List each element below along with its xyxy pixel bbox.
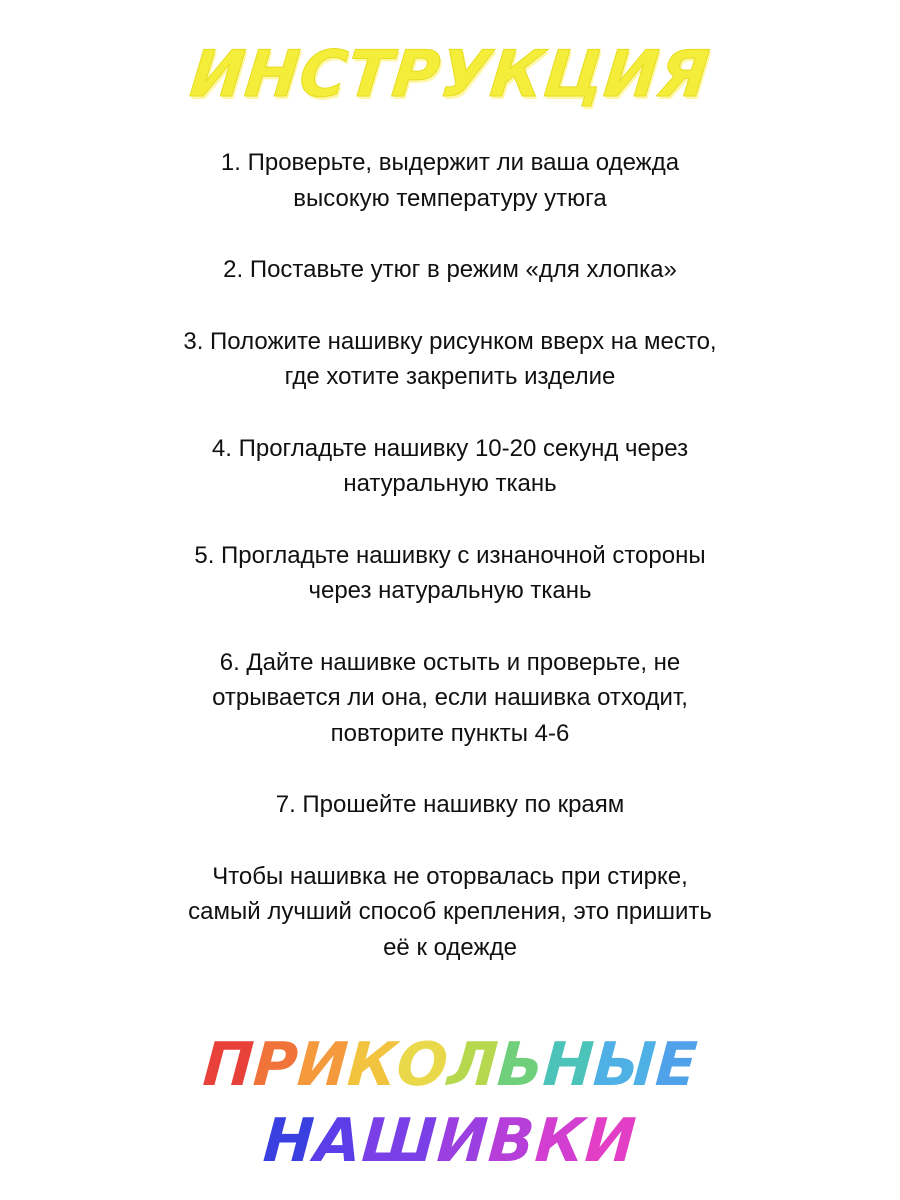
step-line: повторите пункты 4-6 [330,719,570,747]
step-1 [110,145,790,216]
brand-letter: П [200,1030,256,1100]
brand-letter: И [582,1106,639,1176]
brand-logo-line2 [0,1106,900,1176]
brand-letter: И [434,1106,491,1176]
note-line: самый лучший способ крепления, это пришить [188,898,712,925]
brand-letter: К [345,1030,400,1100]
brand-letter: Е [653,1030,700,1100]
step-line: 7. Прошейте нашивку по краям [275,791,625,818]
brand-letter: О [394,1030,451,1100]
brand-letter: Р [251,1030,300,1100]
step-line: высокую температуру утюга [293,184,607,212]
step-line: 4. Прогладьте нашивку 10-20 секунд через [211,434,689,462]
step-line: 1. Проверьте, выдержит ли ваша одежда [220,149,680,176]
brand-letter: И [295,1030,351,1100]
step-5 [110,538,790,609]
brand-letter: Ы [591,1030,659,1100]
brand-letter: Л [445,1030,501,1100]
step-6 [110,645,790,752]
brand-letter: К [532,1106,588,1176]
step-line: натуральную ткань [343,470,557,497]
note-line: её к одежде [383,933,517,961]
brand-letter: Ь [495,1030,546,1100]
step-7 [110,787,790,823]
step-line: где хотите закрепить изделие [284,363,616,390]
step-4 [110,431,790,502]
page-title: ИНСТРУКЦИЯ [186,38,714,112]
step-line: 2. Поставьте утюг в режим «для хлопка» [223,256,677,283]
instruction-list [110,145,790,1001]
step-line: 6. Дайте нашивке остыть и проверьте, не [219,648,681,676]
step-line: отрывается ли она, если нашивка отходит, [212,684,688,711]
brand-letter: Н [261,1106,318,1176]
brand-letter: А [312,1106,365,1176]
care-note [110,859,790,966]
step-3 [110,324,790,395]
step-2 [110,252,790,288]
step-line: 3. Положите нашивку рисунком вверх на место, [183,327,717,355]
brand-letter: Н [540,1030,596,1100]
brand-logo-line1 [0,1030,900,1100]
note-line: Чтобы нашивка не оторвалась при стирке, [212,862,688,890]
brand-letter: В [486,1106,538,1176]
step-line: через натуральную ткань [308,577,592,604]
brand-letter: Ш [359,1106,440,1176]
step-line: 5. Прогладьте нашивку с изнаночной стороны [194,541,706,569]
